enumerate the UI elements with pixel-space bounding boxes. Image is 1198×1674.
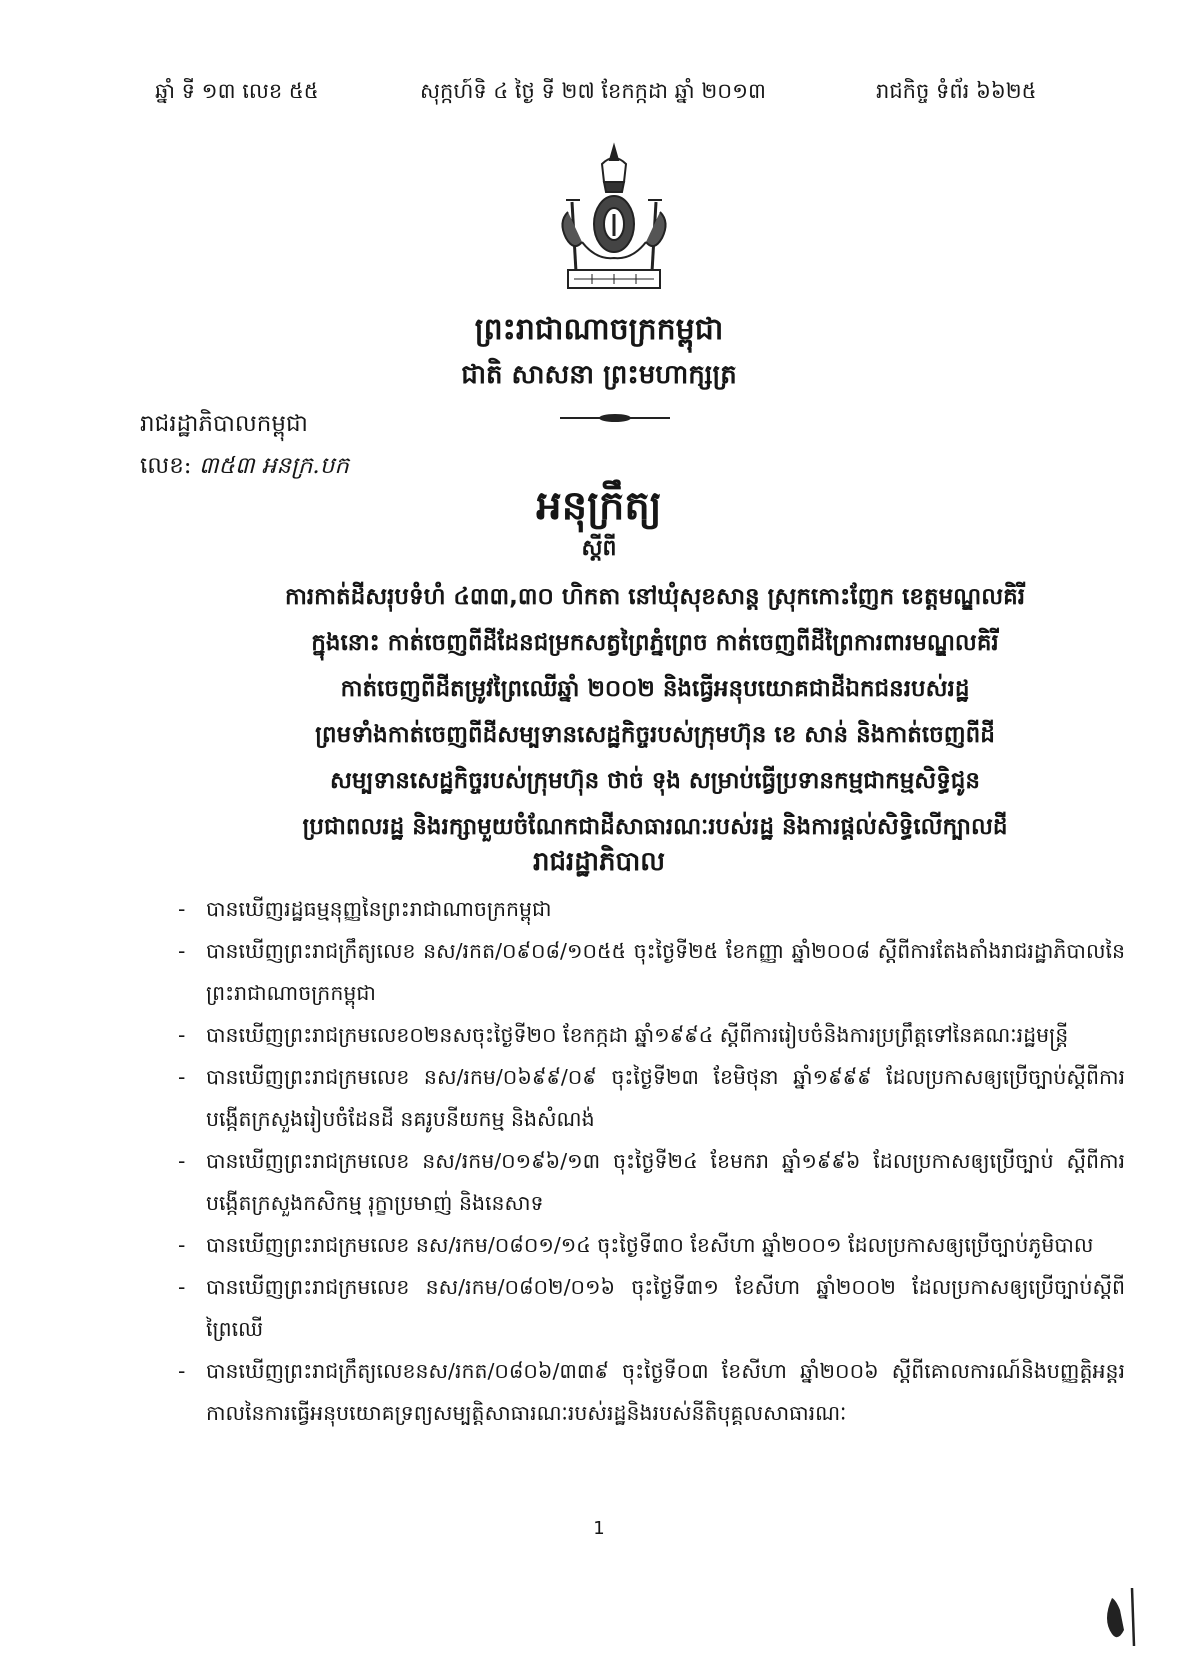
national-motto: ជាតិ សាសនា ព្រះមហាក្សត្រ — [461, 360, 737, 390]
subject-line: ក្នុងនោះ កាត់ចេញពីដីដែនជម្រកសត្វព្រៃភ្នំព្រេច កាត់ចេញពីដីព្រៃការពារមណ្ឌលគិរី — [311, 630, 999, 656]
subject-line: សម្បទានសេដ្ឋកិច្ចរបស់ក្រុមហ៊ុន ថាច់ ទុង សម្រាប់ធ្វើប្រទានកម្មជាកម្មសិទ្ធិជូន — [329, 768, 980, 794]
clause-item: - បានឃើញរដ្ឋធម្មនុញ្ញនៃព្រះរាជាណាចក្រកម្ពុជា — [170, 888, 1125, 930]
subject-line: ប្រជាពលរដ្ឋ និងរក្សាមួយចំណែកជាដីសាធារណៈរបស់រដ្ឋ និងការផ្តល់សិទ្ធិលើក្បាលដី — [302, 814, 1008, 840]
document-number-value: ៣៥៣ អនក្រ.បក — [198, 453, 349, 479]
header-year-number: ឆ្នាំ ទី ១៣ លេខ ៥៥ — [155, 79, 319, 103]
page-number: 1 — [593, 1518, 605, 1539]
document-on: ស្តីពី — [581, 536, 617, 561]
document-number-label: លេខ: — [140, 453, 192, 479]
subject-line: ព្រមទាំងកាត់ចេញពីដីសម្បទានសេដ្ឋកិច្ចរបស់ក្រុមហ៊ុន ខេ សាន់ និងកាត់ចេញពីដី — [315, 722, 995, 748]
kingdom-name: ព្រះរាជាណាចក្រកម្ពុជា — [474, 312, 724, 347]
clause-item: - បានឃើញព្រះរាជក្រមលេខ នស/រកម/០១៩៦/១៣ ចុះថ្ងៃទី២៤ ខែមករា ឆ្នាំ១៩៩៦ ដែលប្រកាសឲ្យប្រើច្បាប់ ស្តីពីការបង្កើតក្រសួងកសិកម្ម រុក្ខាប្រមាញ់ និងនេសាទ — [170, 1140, 1125, 1224]
preamble-clauses — [170, 888, 1125, 1434]
header-date: សុក្កហ៍ទិ ៤ ថ្ងៃ ទី ២៧ ខែកក្កដា ឆ្នាំ ២០១៣ — [420, 79, 766, 103]
clause-item: - បានឃើញព្រះរាជក្រមលេខ នស/រកម/០៨០២/០១៦ ចុះថ្ងៃទី៣១ ខែសីហា ឆ្នាំ២០០២ ដែលប្រកាសឲ្យប្រើច្បាប់ស្តីពីព្រៃឈើ — [170, 1266, 1125, 1350]
clause-item: - បានឃើញព្រះរាជក្រមលេខ នស/រកម/០៨០១/១៤ ចុះថ្ងៃទី៣០ ខែសីហា ឆ្នាំ២០០១ ដែលប្រកាសឲ្យប្រើច្បាប់ភូមិបាល — [170, 1224, 1125, 1266]
document-subject — [180, 574, 1130, 850]
document-title: អនុក្រឹត្យ — [536, 482, 662, 529]
subject-line: ការកាត់ដីសរុបទំហំ ៤៣៣,៣០ ហិកតា នៅឃុំសុខសាន្ត ស្រុកកោះញែក ខេត្តមណ្ឌលគិរី — [284, 584, 1026, 610]
issuing-government: រាជរដ្ឋាភិបាលកម្ពុជា — [140, 411, 308, 437]
royal-emblem-icon — [552, 142, 676, 298]
clause-item: - បានឃើញព្រះរាជក្រឹត្យលេខនស/រកត/០៨០៦/៣៣៩ ចុះថ្ងៃទី០៣ ខែសីហា ឆ្នាំ២០០៦ ស្តីពីគោលការណ៍និងបញ្ញត្តិអន្តរកាលនៃការធ្វើអនុបយោគទ្រព្យសម្បត្តិសាធារណៈរបស់រដ្ឋនិងរបស់នីតិបុគ្គលសាធារណៈ — [170, 1350, 1125, 1434]
signature-initial-icon — [1098, 1580, 1148, 1650]
header-gazette-page: រាជកិច្ច ទំព័រ ៦៦២៥ — [876, 79, 1037, 103]
clause-item: - បានឃើញព្រះរាជក្រមលេខ នស/រកម/០៦៩៩/០៩ ចុះថ្ងៃទី២៣ ខែមិថុនា ឆ្នាំ១៩៩៩ ដែលប្រកាសឲ្យប្រើច្បាប់ស្តីពីការបង្កើតក្រសួងរៀបចំដែនដី នគរូបនីយកម្ម និងសំណង់ — [170, 1056, 1125, 1140]
divider-ornament — [560, 413, 670, 423]
clause-item: - បានឃើញព្រះរាជក្រមលេខ០២នសចុះថ្ងៃទី២០ ខែកក្កដា ឆ្នាំ១៩៩៤ ស្តីពីការរៀបចំនិងការប្រព្រឹត្តទៅនៃគណៈរដ្ឋមន្ត្រី — [170, 1014, 1125, 1056]
clause-item: - បានឃើញព្រះរាជក្រឹត្យលេខ នស/រកត/០៩០៨/១០៥៥ ចុះថ្ងៃទី២៥ ខែកញ្ញា ឆ្នាំ២០០៨ ស្តីពីការតែងតាំងរាជរដ្ឋាភិបាលនៃព្រះរាជាណាចក្រកម្ពុជា — [170, 930, 1125, 1014]
government-heading: រាជរដ្ឋាភិបាល — [532, 847, 666, 877]
subject-line: កាត់ចេញពីដីតម្រូវព្រៃឈើឆ្នាំ ២០០២ និងធ្វើអនុបយោគជាដីឯកជនរបស់រដ្ឋ — [340, 676, 970, 702]
